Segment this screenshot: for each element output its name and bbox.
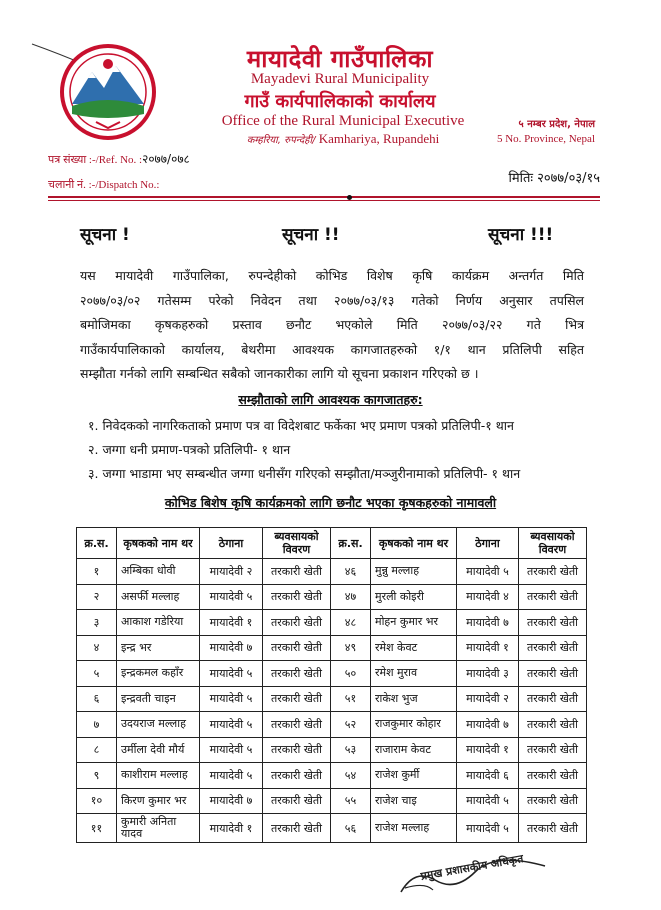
cell-sn: २ (77, 584, 117, 610)
cell-address: मायादेवी ३ (457, 661, 519, 687)
cell-farmer-name: राजेश कुर्मी (371, 763, 457, 789)
cell-farmer-name: रमेश मुराव (371, 661, 457, 687)
table-row (77, 712, 587, 738)
farmer-list-title: कोभिड बिशेष कृषि कार्यक्रमको लागि छनौट भएका कृषकहरुको नामावली (164, 495, 497, 510)
table-row (77, 788, 587, 814)
cell-business: तरकारी खेती (263, 737, 331, 763)
cell-address: मायादेवी ५ (200, 737, 263, 763)
province-en: 5 No. Province, Nepal (496, 133, 595, 145)
cell-business: तरकारी खेती (519, 712, 587, 738)
notice-heading-2: सूचना !! (282, 225, 340, 245)
cell-business: तरकारी खेती (519, 737, 587, 763)
cell-farmer-name: काशीराम मल्लाह (117, 763, 200, 789)
cell-sn: ४६ (331, 559, 371, 585)
cell-farmer-name: राजाराम केवट (371, 737, 457, 763)
cell-sn: ८ (77, 737, 117, 763)
cell-farmer-name: किरण कुमार भर (117, 788, 200, 814)
signatory-title: प्रमुख प्रशासकीय अधिकृत (419, 852, 525, 883)
cell-address: मायादेवी २ (457, 686, 519, 712)
cell-farmer-name: मोहन कुमार भर (371, 610, 457, 636)
letter-date: मितिः २०७७/०३/१५ (508, 171, 600, 186)
municipality-title-en: Mayadevi Rural Municipality (250, 71, 430, 87)
cell-sn: ३ (77, 610, 117, 636)
document-item: ३. जग्गा भाडामा भए सम्बन्धीत जग्गा धनीसँग गरिएको सम्झौता/मञ्जुरीनामाको प्रतिलिपी- १ थान (88, 466, 521, 481)
cell-address: मायादेवी ५ (200, 661, 263, 687)
cell-business: तरकारी खेती (519, 610, 587, 636)
ref-label: पत्र संख्या :-/Ref. No. : (48, 154, 143, 166)
cell-address: मायादेवी १ (457, 635, 519, 661)
cell-business: तरकारी खेती (263, 712, 331, 738)
cell-farmer-name: राकेश भुज (371, 686, 457, 712)
cell-farmer-name: मुरली कोइरी (371, 584, 457, 610)
col-farmer-name: कृषकको नाम थर (371, 528, 457, 559)
table-row (77, 559, 587, 585)
notice-heading-1: सूचना ! (80, 225, 130, 245)
cell-farmer-name: रमेश केवट (371, 635, 457, 661)
body-line: सम्झौता गर्नको लागि सम्बन्धित सबैको जानकारीका लागि यो सूचना प्रकाशन गरिएको छ । (80, 366, 479, 381)
cell-address: मायादेवी ५ (457, 559, 519, 585)
table-row (77, 686, 587, 712)
cell-sn: ५४ (331, 763, 371, 789)
col-business: ब्यवसायको विवरण (263, 528, 331, 559)
municipality-title-np: मायादेवी गाउँपालिका (246, 45, 434, 73)
cell-address: मायादेवी ७ (457, 610, 519, 636)
cell-address: मायादेवी ५ (200, 712, 263, 738)
table-header-row (77, 528, 587, 559)
body-line: यस मायादेवी गाउँपालिका, रुपन्देहीको कोभिड विशेष कृषि कार्यक्रम अन्तर्गत मिति (80, 268, 584, 283)
documents-title: सम्झौताको लागि आवश्यक कागजातहरु: (238, 392, 423, 407)
cell-business: तरकारी खेती (519, 763, 587, 789)
notice-heading-3: सूचना !!! (488, 225, 554, 245)
address (208, 131, 478, 147)
cell-sn: ९ (77, 763, 117, 789)
cell-business: तरकारी खेती (263, 788, 331, 814)
cell-business: तरकारी खेती (519, 635, 587, 661)
cell-sn: ५३ (331, 737, 371, 763)
cell-farmer-name: असर्फी मल्लाह (117, 584, 200, 610)
cell-sn: ६ (77, 686, 117, 712)
cell-address: मायादेवी १ (200, 814, 263, 843)
cell-farmer-name: राजेश चाइ (371, 788, 457, 814)
cell-farmer-name: अम्बिका धोवी (117, 559, 200, 585)
cell-address: मायादेवी २ (200, 559, 263, 585)
cell-address: मायादेवी ५ (457, 814, 519, 843)
cell-farmer-name: उदयराज मल्लाह (117, 712, 200, 738)
col-business: ब्यवसायको विवरण (519, 528, 587, 559)
cell-sn: ४९ (331, 635, 371, 661)
cell-business: तरकारी खेती (519, 559, 587, 585)
document-item: २. जग्गा धनी प्रमाण-पत्रको प्रतिलिपी- १ थान (88, 442, 291, 457)
cell-sn: ५१ (331, 686, 371, 712)
cell-sn: ५० (331, 661, 371, 687)
farmer-table (76, 527, 587, 843)
cell-address: मायादेवी ६ (457, 763, 519, 789)
cell-business: तरकारी खेती (263, 763, 331, 789)
cell-address: मायादेवी १ (200, 610, 263, 636)
cell-sn: ४८ (331, 610, 371, 636)
cell-sn: १० (77, 788, 117, 814)
col-farmer-name: कृषकको नाम थर (117, 528, 200, 559)
cell-sn: ४७ (331, 584, 371, 610)
emblem-logo (58, 42, 158, 142)
cell-sn: ११ (77, 814, 117, 843)
body-line: बमोजिमका कृषकहरुको प्रस्ताव छनौट भएकोले मिति २०७७/०३/२२ गते भित्र (80, 317, 584, 332)
cell-sn: ५५ (331, 788, 371, 814)
header-rule (48, 196, 600, 198)
col-address: ठेगाना (200, 528, 263, 559)
body-line: गाउँकार्यपालिकाको कार्यालय, बेथरीमा आवश्यक कागजातहरुको १/१ थान प्रतिलिपी सहित (80, 341, 584, 357)
notice-body (80, 264, 584, 387)
cell-business: तरकारी खेती (519, 686, 587, 712)
rule-ornament (347, 195, 352, 200)
address-np: कम्हरिया, रुपन्देही/ (246, 135, 316, 146)
cell-business: तरकारी खेती (519, 661, 587, 687)
cell-farmer-name: इन्द्रवती चाइन (117, 686, 200, 712)
cell-farmer-name: राजेश मल्लाह (371, 814, 457, 843)
col-sn: क्र.स. (331, 528, 371, 559)
table-row (77, 737, 587, 763)
cell-sn: ७ (77, 712, 117, 738)
header-rule-thin (48, 200, 600, 201)
documents-list (88, 414, 588, 486)
cell-address: मायादेवी ७ (457, 712, 519, 738)
table-row (77, 814, 587, 843)
cell-sn: ४ (77, 635, 117, 661)
cell-business: तरकारी खेती (263, 686, 331, 712)
cell-farmer-name: मुन्नु मल्लाह (371, 559, 457, 585)
address-en: Kamhariya, Rupandehi (315, 131, 440, 146)
cell-address: मायादेवी ७ (200, 635, 263, 661)
dispatch-label: चलानी नं. :-/Dispatch No.: (48, 179, 160, 191)
cell-address: मायादेवी ५ (200, 763, 263, 789)
cell-address: मायादेवी ५ (200, 584, 263, 610)
table-row (77, 610, 587, 636)
cell-sn: ५२ (331, 712, 371, 738)
cell-address: मायादेवी ५ (457, 788, 519, 814)
cell-business: तरकारी खेती (263, 635, 331, 661)
col-address: ठेगाना (457, 528, 519, 559)
cell-sn: ५ (77, 661, 117, 687)
ref-value: २०७७/०७८ (142, 152, 190, 166)
table-row (77, 635, 587, 661)
cell-address: मायादेवी ५ (200, 686, 263, 712)
cell-address: मायादेवी १ (457, 737, 519, 763)
table-row (77, 584, 587, 610)
cell-farmer-name: राजकुमार कोहार (371, 712, 457, 738)
col-sn: क्र.स. (77, 528, 117, 559)
cell-address: मायादेवी ७ (200, 788, 263, 814)
cell-business: तरकारी खेती (519, 584, 587, 610)
cell-farmer-name: उर्मीला देवी मौर्य (117, 737, 200, 763)
cell-farmer-name: इन्द्रकमल कहाँर (117, 661, 200, 687)
document-item: १. निवेदकको नागरिकताको प्रमाण पत्र वा विदेशबाट फर्केका भए प्रमाण पत्रको प्रतिलिपी-१ थान (88, 418, 514, 433)
cell-business: तरकारी खेती (263, 814, 331, 843)
cell-farmer-name: इन्द्र भर (117, 635, 200, 661)
reference-number (48, 150, 190, 167)
cell-business: तरकारी खेती (519, 814, 587, 843)
cell-business: तरकारी खेती (263, 559, 331, 585)
office-title-en: Office of the Rural Municipal Executive (221, 113, 465, 129)
cell-business: तरकारी खेती (263, 661, 331, 687)
cell-business: तरकारी खेती (263, 610, 331, 636)
cell-sn: १ (77, 559, 117, 585)
body-line: २०७७/०३/०२ गतेसम्म परेको निवेदन तथा २०७७/०३/१३ गतेको निर्णय अनुसार तपसिल (80, 292, 584, 308)
cell-sn: ५६ (331, 814, 371, 843)
province-np: ५ नम्बर प्रदेश, नेपाल (518, 119, 595, 130)
table-row (77, 661, 587, 687)
cell-farmer-name: कुमारी अनिता यादव (117, 814, 200, 843)
cell-farmer-name: आकाश गडेरिया (117, 610, 200, 636)
cell-business: तरकारी खेती (263, 584, 331, 610)
cell-address: मायादेवी ४ (457, 584, 519, 610)
table-row (77, 763, 587, 789)
office-title-np: गाउँ कार्यपालिकाको कार्यालय (244, 91, 436, 112)
cell-business: तरकारी खेती (519, 788, 587, 814)
